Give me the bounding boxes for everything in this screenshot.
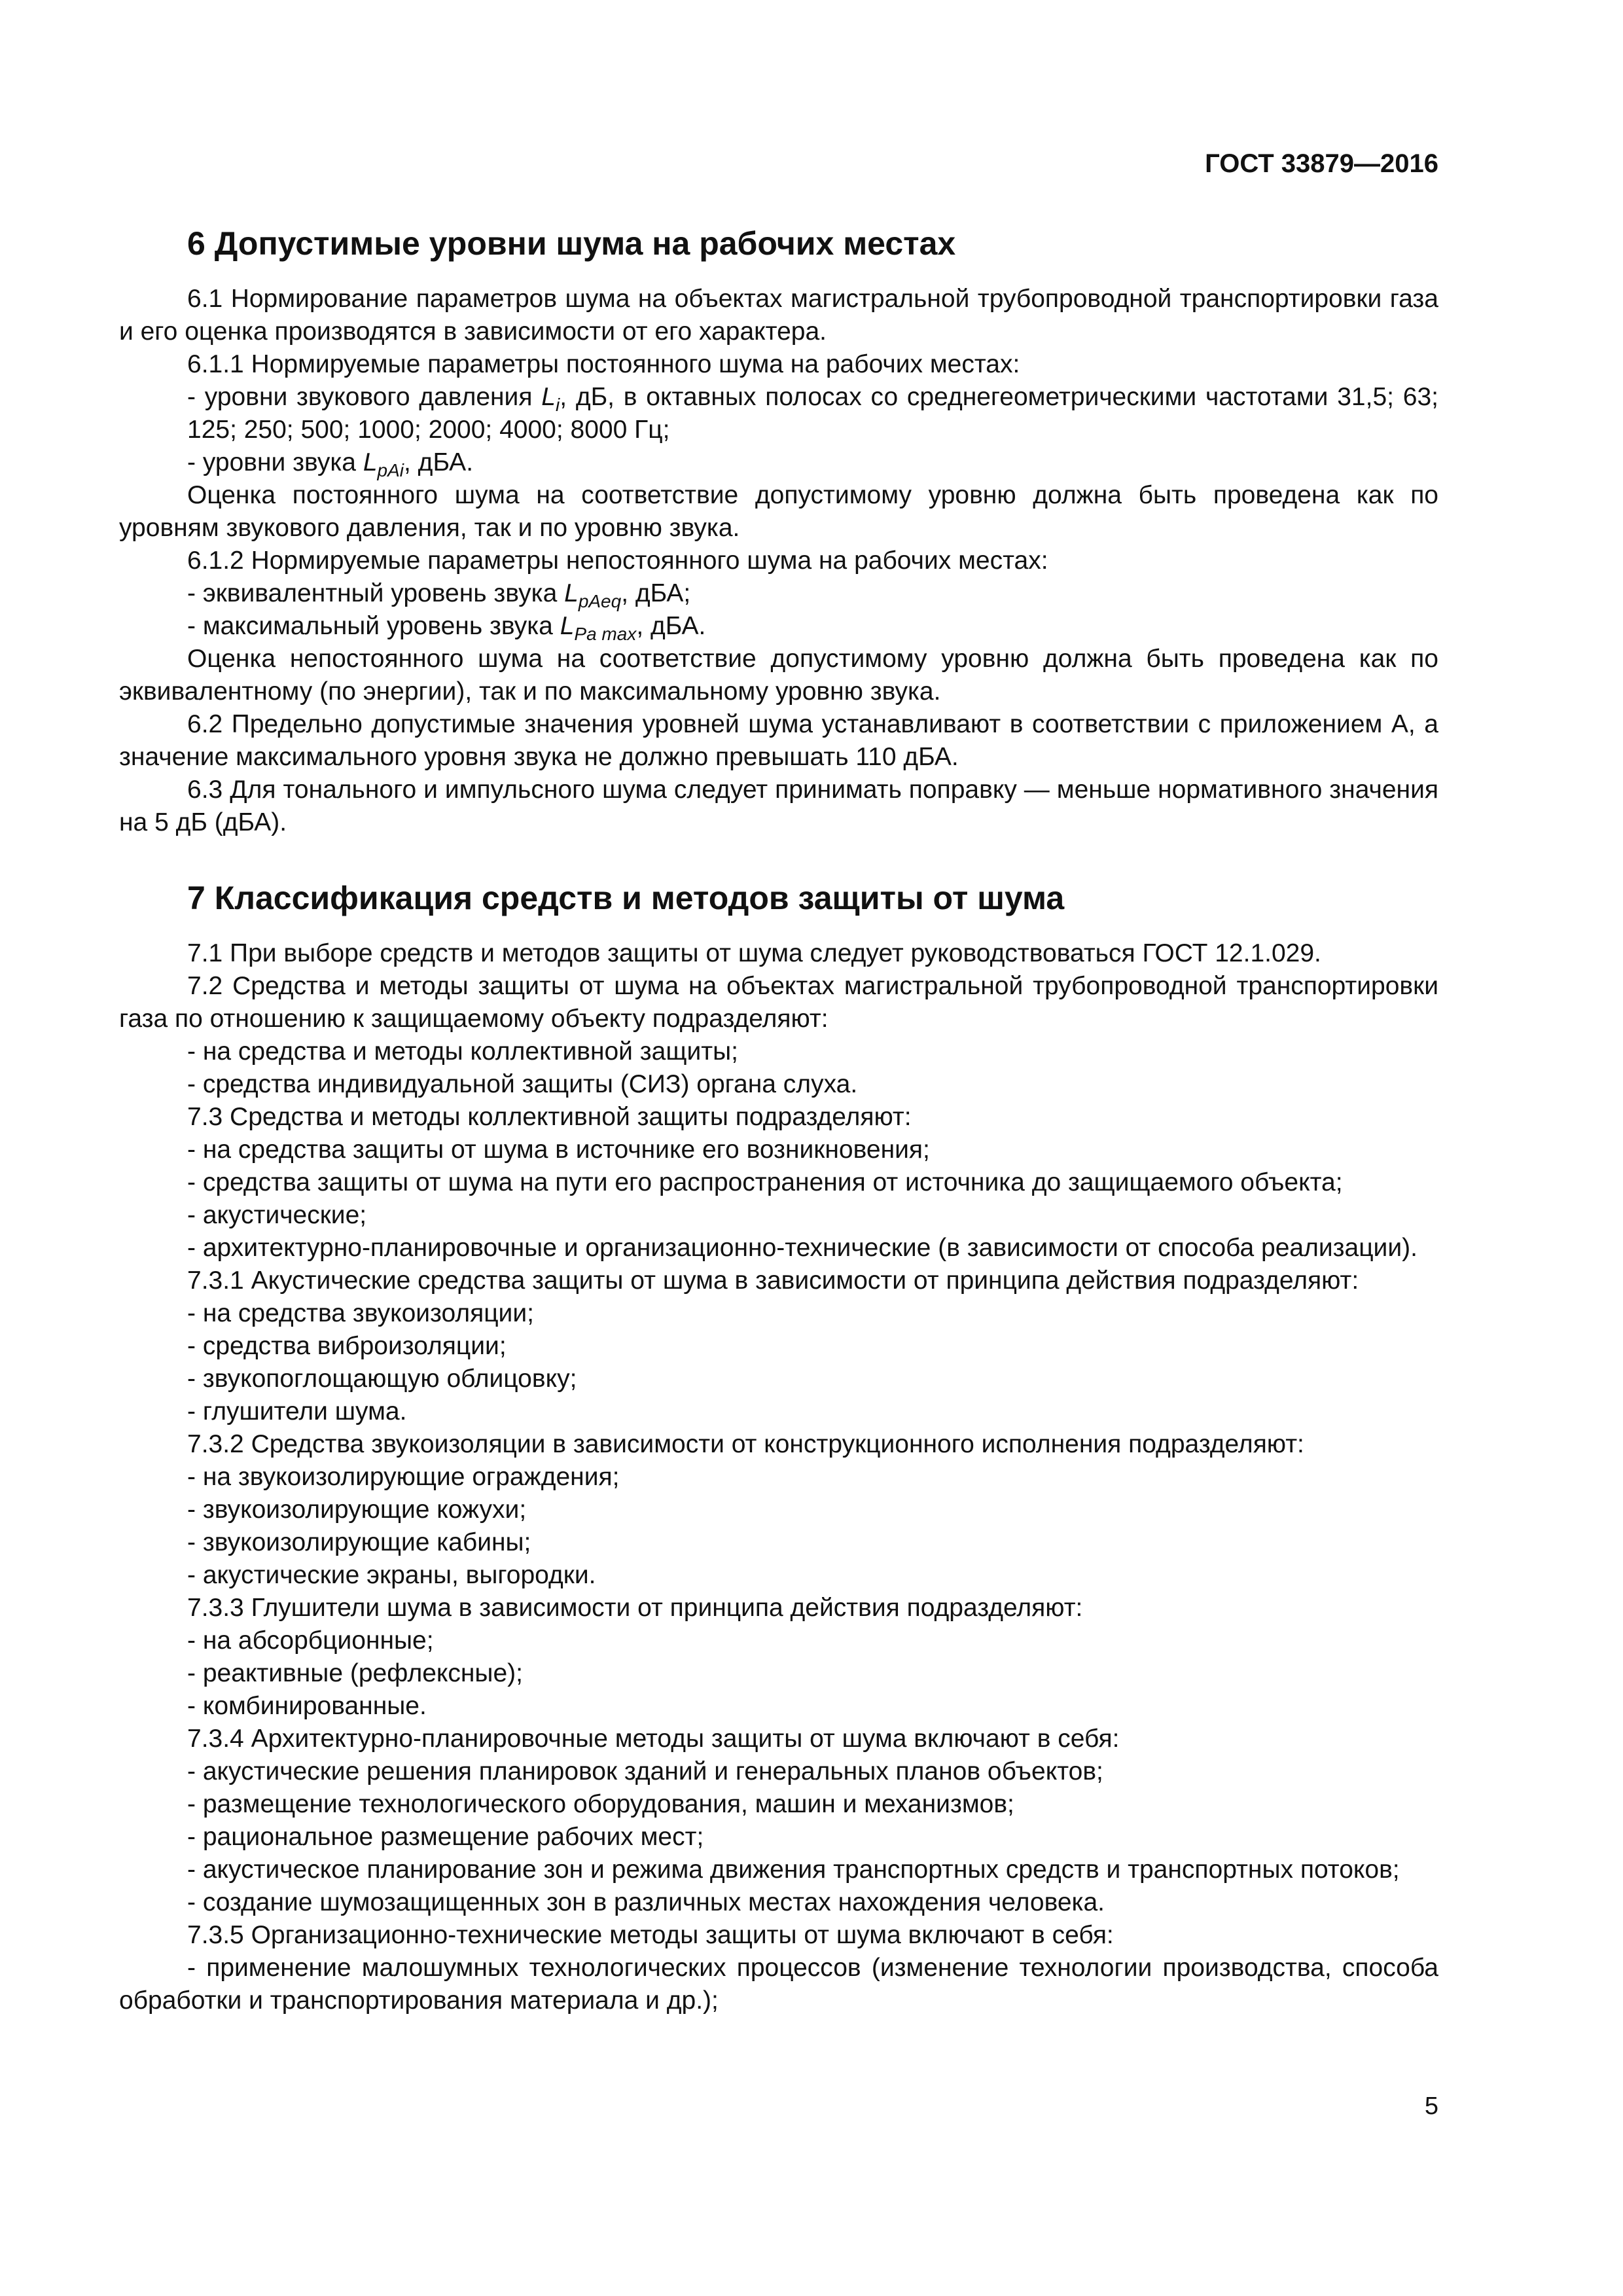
symbol-subscript: pAi	[377, 460, 404, 480]
list-item: - реактивные (рефлексные);	[187, 1659, 523, 1687]
paragraph: Оценка постоянного шума на соответствие допустимому уровню должна быть проведена как по уровням звукового давления, так и по уровню звука.	[119, 481, 1438, 542]
list-item-text: , дБ, в октавных полосах со среднегеометрическими частотами 31,5; 63; 125; 250; 500; 1000; 2000; 4000; 8000 Гц;	[187, 383, 1438, 444]
symbol	[541, 383, 560, 415]
symbol-subscript: Pa max	[574, 624, 637, 644]
list-item	[119, 610, 1438, 643]
symbol-subscript: i	[555, 395, 560, 415]
list-item	[119, 446, 1438, 479]
list-item: - звукопоглощающую облицовку;	[187, 1365, 577, 1393]
paragraph: 7.3 Средства и методы коллективной защиты подразделяют:	[187, 1103, 912, 1131]
list-item: - на звукоизолирующие ограждения;	[187, 1463, 620, 1491]
list-item: - размещение технологического оборудования, машин и механизмов;	[187, 1790, 1014, 1818]
section-6-heading: 6 Допустимые уровни шума на рабочих местах	[187, 225, 956, 262]
symbol-letter: L	[564, 579, 579, 607]
symbol-subscript: pAeq	[578, 591, 622, 611]
paragraph: Оценка непостоянного шума на соответствие допустимому уровню должна быть проведена как по эквивалентному (по энергии), так и по максимальному уровню звука.	[119, 645, 1438, 706]
paragraph: 6.3 Для тонального и импульсного шума следует принимать поправку — меньше нормативного значения на 5 дБ (дБА).	[119, 776, 1438, 836]
list-item: - на средства и методы коллективной защиты;	[187, 1037, 738, 1066]
list-item: - акустические;	[187, 1201, 367, 1229]
list-item: - на абсорбционные;	[187, 1626, 434, 1655]
paragraph: 7.3.2 Средства звукоизоляции в зависимости от конструкционного исполнения подразделяют:	[187, 1430, 1304, 1458]
list-item-text: - максимальный уровень звука	[187, 612, 553, 640]
list-item: - рациональное размещение рабочих мест;	[187, 1823, 704, 1851]
page-number: 5	[1424, 2092, 1438, 2120]
paragraph: 7.3.3 Глушители шума в зависимости от принципа действия подразделяют:	[187, 1594, 1083, 1622]
section-7-heading: 7 Классификация средств и методов защиты от шума	[187, 880, 1065, 916]
list-item: - архитектурно-планировочные и организационно-технические (в зависимости от способа реализации).	[187, 1234, 1418, 1262]
list-item: - комбинированные.	[187, 1692, 427, 1720]
list-item: - применение малошумных технологических процессов (изменение технологии производства, способа обработки и транспортирования материала и др.);	[119, 1954, 1438, 2015]
symbol-letter: L	[541, 383, 556, 411]
symbol-letter: L	[363, 448, 378, 476]
list-item: - средства виброизоляции;	[187, 1332, 507, 1360]
paragraph: 7.1 При выборе средств и методов защиты от шума следует руководствоваться ГОСТ 12.1.029.	[187, 939, 1321, 967]
paragraph: 7.2 Средства и методы защиты от шума на объектах магистральной трубопроводной транспортировки газа по отношению к защищаемому объекту подразделяют:	[119, 972, 1438, 1033]
list-item: - на средства защиты от шума в источнике его возникновения;	[187, 1136, 930, 1164]
paragraph: 7.3.1 Акустические средства защиты от шума в зависимости от принципа действия подразделяют:	[187, 1266, 1359, 1295]
list-item: - глушители шума.	[187, 1397, 407, 1426]
list-item	[119, 577, 1438, 610]
list-item	[119, 381, 1438, 446]
list-item: - акустическое планирование зон и режима движения транспортных средств и транспортных потоков;	[187, 1856, 1400, 1884]
paragraph: 6.2 Предельно допустимые значения уровней шума устанавливают в соответствии с приложением А, а значение максимального уровня звука не должно превышать 110 дБА.	[119, 710, 1438, 771]
list-item-text: - уровни звука	[187, 448, 356, 476]
paragraph: 6.1.2 Нормируемые параметры непостоянного шума на рабочих местах:	[187, 547, 1048, 575]
paragraph: 7.3.4 Архитектурно-планировочные методы защиты от шума включают в себя:	[187, 1725, 1120, 1753]
list-item: - звукоизолирующие кабины;	[187, 1528, 531, 1556]
list-item: - акустические решения планировок зданий и генеральных планов объектов;	[187, 1757, 1103, 1785]
list-item-text: - уровни звукового давления	[187, 383, 533, 411]
list-item-text: , дБА;	[621, 579, 691, 607]
symbol	[564, 579, 622, 611]
list-item: - средства защиты от шума на пути его распространения от источника до защищаемого объекта;	[187, 1168, 1343, 1196]
list-item: - звукоизолирующие кожухи;	[187, 1496, 527, 1524]
list-item-text: , дБА.	[404, 448, 474, 476]
paragraph: 6.1.1 Нормируемые параметры постоянного шума на рабочих местах:	[187, 350, 1020, 378]
symbol	[363, 448, 404, 480]
list-item-text: , дБА.	[636, 612, 706, 640]
list-item-text: - эквивалентный уровень звука	[187, 579, 558, 607]
document-id: ГОСТ 33879—2016	[1205, 149, 1438, 178]
list-item: - акустические экраны, выгородки.	[187, 1561, 596, 1589]
paragraph: 6.1 Нормирование параметров шума на объектах магистральной трубопроводной транспортировки газа и его оценка производятся в зависимости от его характера.	[119, 285, 1438, 346]
symbol	[560, 612, 637, 644]
paragraph: 7.3.5 Организационно-технические методы защиты от шума включают в себя:	[187, 1921, 1114, 1949]
list-item: - средства индивидуальной защиты (СИЗ) органа слуха.	[187, 1070, 858, 1098]
symbol-letter: L	[560, 612, 575, 640]
list-item: - создание шумозащищенных зон в различных местах нахождения человека.	[187, 1888, 1105, 1916]
document-body	[119, 223, 1438, 2017]
list-item: - на средства звукоизоляции;	[187, 1299, 534, 1327]
